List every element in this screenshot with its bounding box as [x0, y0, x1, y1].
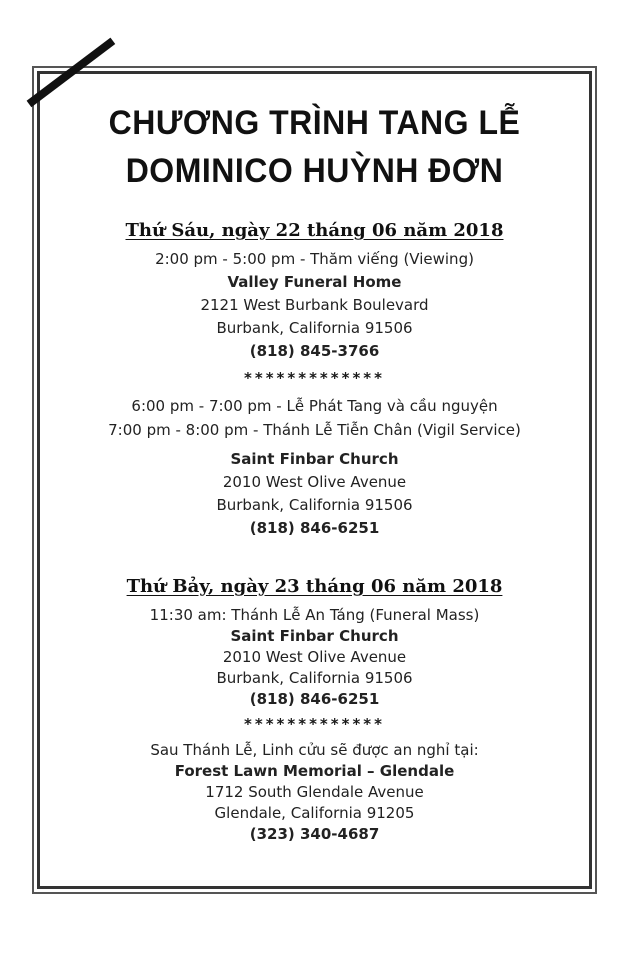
- day1-venue1-address: 2121 West Burbank Boulevard: [200, 296, 429, 314]
- day2-burial-note: Sau Thánh Lễ, Linh cửu sẽ được an nghỉ tại:: [150, 741, 479, 759]
- day1-venue1-phone: (818) 845-3766: [249, 342, 380, 360]
- day1-venue2-phone: (818) 846-6251: [249, 519, 380, 537]
- day2-mass: 11:30 am: Thánh Lễ An Táng (Funeral Mass): [149, 606, 480, 624]
- day2-venue2-phone: (323) 340-4687: [249, 825, 380, 843]
- day1-venue2-address: 2010 West Olive Avenue: [222, 473, 407, 491]
- day1-venue1-name: Valley Funeral Home: [227, 273, 402, 291]
- day1-heading: Thứ Sáu, ngày 22 tháng 06 năm 2018: [125, 220, 504, 241]
- day1-venue1-city: Burbank, California 91506: [216, 319, 413, 337]
- day1-venue2-name: Saint Finbar Church: [230, 450, 399, 468]
- day2-venue1-city: Burbank, California 91506: [216, 669, 413, 687]
- day1-viewing: 2:00 pm - 5:00 pm - Thăm viếng (Viewing): [155, 250, 474, 268]
- separator-2: *************: [244, 715, 385, 733]
- day1-venue2-city: Burbank, California 91506: [216, 496, 413, 514]
- day2-venue2-name: Forest Lawn Memorial – Glendale: [174, 762, 455, 780]
- title-line-2: DOMINICO HUỲNH ĐƠN: [125, 150, 504, 190]
- day1-event2: 6:00 pm - 7:00 pm - Lễ Phát Tang và cầu nguyện: [131, 397, 498, 415]
- day2-venue1-name: Saint Finbar Church: [230, 627, 399, 645]
- day1-event3: 7:00 pm - 8:00 pm - Thánh Lễ Tiễn Chân (Vigil Service): [108, 421, 521, 439]
- title-line-1: CHƯƠNG TRÌNH TANG LỄ: [108, 102, 521, 142]
- day2-venue1-phone: (818) 846-6251: [249, 690, 380, 708]
- day2-venue1-address: 2010 West Olive Avenue: [222, 648, 407, 666]
- day2-venue2-address: 1712 South Glendale Avenue: [205, 783, 424, 801]
- separator-1: *************: [244, 369, 385, 387]
- day2-heading: Thứ Bảy, ngày 23 tháng 06 năm 2018: [126, 576, 503, 597]
- day2-venue2-city: Glendale, California 91205: [214, 804, 415, 822]
